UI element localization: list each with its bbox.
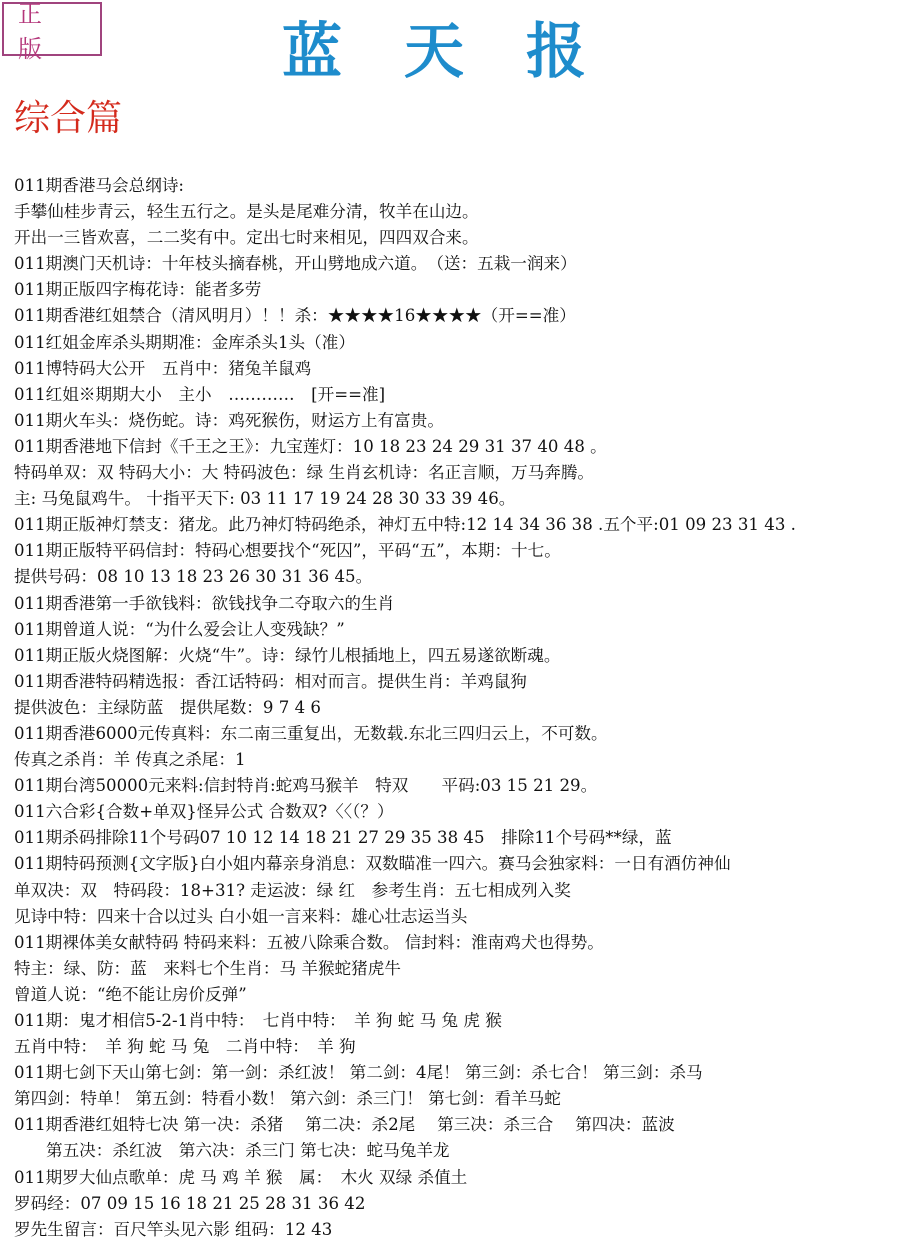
text-line: 开出一三皆欢喜，二二奖有中。定出七时来相见，四四双合来。 [14,228,479,248]
text-line: 第四剑：特单！ 第五剑：特看小数！ 第六剑：杀三门！ 第七剑：看羊马蛇 [14,1089,561,1109]
text-line: 011期特码预测{文字版}白小姐内幕亲身消息：双数瞄准一四六。赛马会独家料：一日有酒仿神仙 [14,854,731,874]
section-heading: 综合篇 [14,98,123,139]
text-line: 011期澳门天机诗：十年枝头摘春桃，开山劈地成六道。 （送：五栽一润来） [14,254,577,274]
text-line: 特主：绿、防：蓝 来料七个生肖：马 羊猴蛇猪虎牛 [14,958,401,978]
text-line: 011期香港马会总纲诗: [14,176,185,195]
text-line: 011期七剑下天山第七剑：第一剑：杀红波！ 第二剑：4尾！ 第三剑：杀七合！ 第三剑：杀马 [14,1063,703,1083]
text-line: 011期罗大仙点歌单：虎 马 鸡 羊 猴 属： 木火 双绿 杀值土 [14,1167,468,1187]
text-line: 011期曾道人说：“为什么爱会让人变残缺？” [14,619,345,639]
text-content [14,173,900,1243]
text-line: 011期正版火烧图解：火烧“牛”。诗：绿竹儿根插地上，四五易遂欲断魂。 [14,645,561,665]
text-line: 011期香港6000元传真料：东二南三重复出，无数载.东北三四归云上，不可数。 [14,723,608,743]
text-line: 手攀仙桂步青云，轻生五行之。是头是尾难分清，牧羊在山边。 [14,202,479,222]
text-line: 第五决：杀红波 第六决：杀三门 第七决：蛇马兔羊龙 [46,1141,450,1161]
text-line: 011期正版四字梅花诗：能者多劳 [14,280,262,300]
text-line: 见诗中特：四来十合以过头 白小姐一言来料：雄心壮志运当头 [14,906,468,926]
text-line: 011期火车头：烧伤蛇。诗：鸡死猴伤，财运方上有富贵。 [14,410,444,430]
text-line: 主: 马兔鼠鸡牛。 十指平天下: 03 11 17 19 24 28 30 33 39 46。 [14,489,516,509]
text-line: 011期杀码排除11个号码07 10 12 14 18 21 27 29 35 38 45 排除11个号码**绿，蓝 [14,828,672,848]
text-line: 011六合彩{合数+单双}怪异公式 合数双?〈〈（？） [14,802,394,822]
text-line: 曾道人说：“绝不能让房价反弹” [14,984,247,1004]
text-line: 011期正版特平码信封：特码心想要找个“死囚”，平码“五”，本期：十七。 [14,541,561,561]
text-line: 011期台湾50000元来料:信封特肖:蛇鸡马猴羊 特双 平码:03 15 21 29。 [14,776,598,796]
text-line: 011期香港红姐特七决 第一决：杀猪 第二决：杀2尾 第三决：杀三合 第四决：蓝波 [14,1115,675,1135]
text-line: 罗码经：07 09 15 16 18 21 25 28 31 36 42 [14,1193,366,1213]
text-line: 011期香港地下信封《千王之王》：九宝莲灯：10 18 23 24 29 31 37 40 48 。 [14,436,607,456]
text-line: 011期香港第一手欲钱料：欲钱找争二夺取六的生肖 [14,593,395,613]
text-line: 提供波色：主绿防蓝 提供尾数：9 7 4 6 [14,697,321,717]
edition-badge: 正版 [2,2,102,56]
text-line: 五肖中特： 羊 狗 蛇 马 兔 二肖中特： 羊 狗 [14,1037,356,1057]
text-line: 011期：鬼才相信5-2-1肖中特： 七肖中特： 羊 狗 蛇 马 兔 虎 猴 [14,1011,502,1030]
text-line: 011期香港特码精选报：香江话特码：相对而言。提供生肖：羊鸡鼠狗 [14,671,527,691]
text-line: 011期香港红姐禁合（清风明月）！！杀：★★★★16★★★★（开==准） [14,306,576,326]
page-title: 蓝天报 [282,17,648,87]
text-line: 011期裸体美女献特码 特码来料：五被八除乘合数。 信封料：淮南鸡犬也得势。 [14,932,604,952]
text-line: 011博特码大公开 五肖中：猪兔羊鼠鸡 [14,358,312,378]
text-line: 传真之杀肖：羊 传真之杀尾：1 [14,750,246,770]
text-line: 011期正版神灯禁支：猪龙。此乃神灯特码绝杀，神灯五中特:12 14 34 36 38 .五个平:01 09 23 31 43 . [14,515,796,535]
text-line: 罗先生留言：百尺竿头见六影 组码：12 43 [14,1219,333,1239]
text-line: 011红姐金库杀头期期准：金库杀头1头（准） [14,332,355,352]
text-line: 特码单双：双 特码大小：大 特码波色：绿 生肖玄机诗：名正言顺，万马奔腾。 [14,463,595,483]
text-line: 011红姐※期期大小 主小 ………… [开==准] [14,384,386,404]
text-line: 提供号码：08 10 13 18 23 26 30 31 36 45。 [14,567,373,587]
text-line: 单双决：双 特码段：18+31? 走运波：绿 红 参考生肖：五七相成列入奖 [14,880,571,900]
